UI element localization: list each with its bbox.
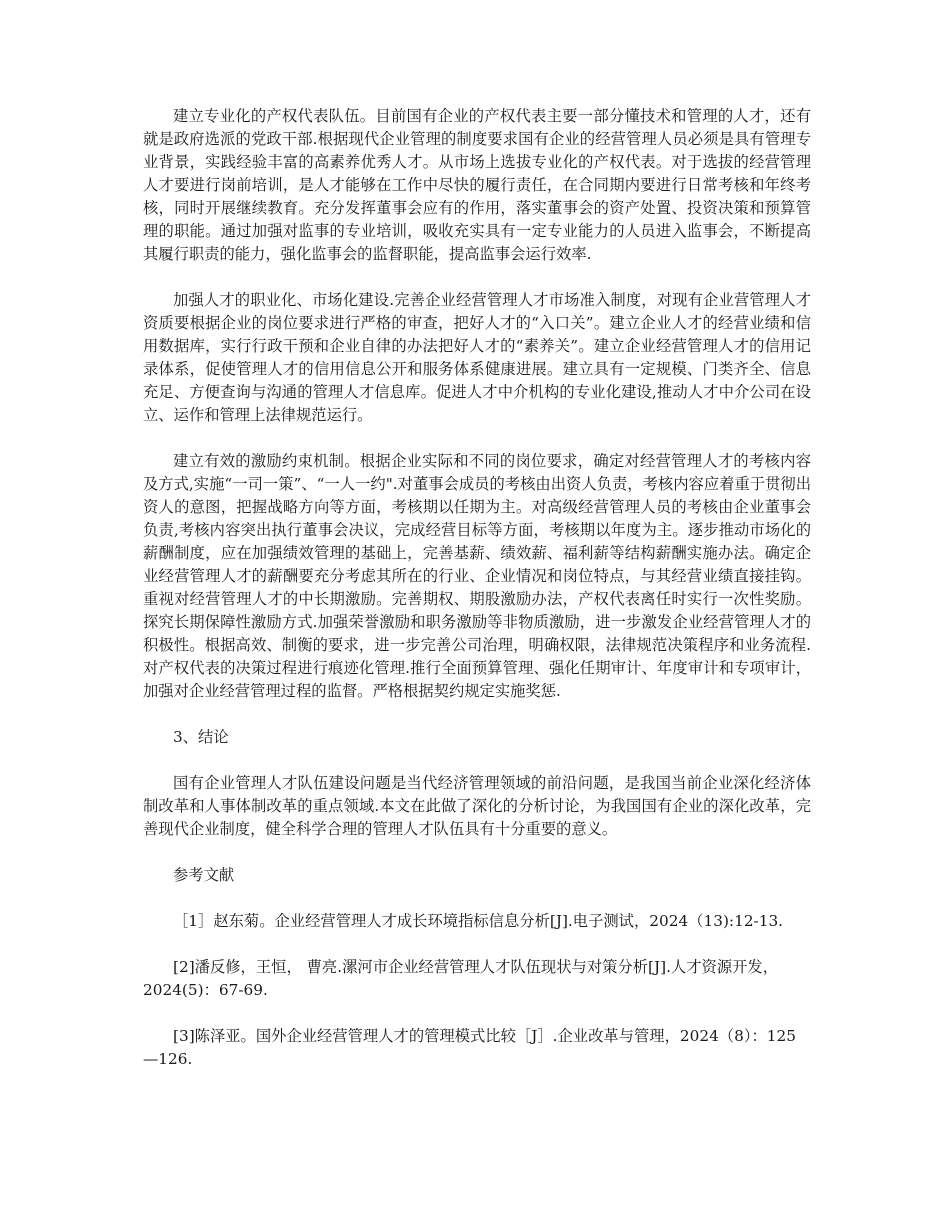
conclusion-paragraph: 国有企业管理人才队伍建设问题是当代经济管理领域的前沿问题，是我国当前企业深化经济体制改革和人事体制改革的重点领域.本文在此做了深化的分析讨论，为我国国有企业的深化改革，完善现代企业制度，健全科学合理的管理人才队伍具有十分重要的意义。	[143, 774, 811, 838]
reference-item: [2]潘反修，王恒， 曹亮.漯河市企业经营管理人才队伍现状与对策分析[J].人才资源开发，2024(5)：67-69.	[143, 958, 779, 999]
document-page	[143, 105, 811, 1094]
body-paragraph: 加强人才的职业化、市场化建设.完善企业经营管理人才市场准入制度，对现有企业营管理人才资质要根据企业的岗位要求进行严格的审查，把好人才的“入口关”。建立企业人才的经营业绩和信用数据库，实行行政干预和企业自律的办法把好人才的“素养关”。建立企业经营管理人才的信用记录体系，促使管理人才的信用信息公开和服务体系健康进展。建立具有一定规模、门类齐全、信息充足、方便查询与沟通的管理人才信息库。促进人才中介机构的专业化建设,推动人才中介公司在设立、运作和管理上法律规范运行。	[143, 291, 811, 424]
body-paragraph: 建立有效的激励约束机制。根据企业实际和不同的岗位要求，确定对经营管理人才的考核内容及方式,实施“一司一策”、“一人一约".对董事会成员的考核由出资人负责，考核内容应着重于贯彻出资人的意图，把握战略方向等方面，考核期以任期为主。对高级经营管理人员的考核由企业董事会负责,考核内容突出执行董事会决议，完成经营目标等方面，考核期以年度为主。逐步推动市场化的薪酬制度，应在加强绩效管理的基础上，完善基薪、绩效薪、福利薪等结构薪酬实施办法。确定企业经营管理人才的薪酬要充分考虑其所在的行业、企业情况和岗位特点，与其经营业绩直接挂钩。重视对经营管理人才的中长期激励。完善期权、期股激励办法，产权代表离任时实行一次性奖励。探究长期保障性激励方式.加强荣誉激励和职务激励等非物质激励，进一步激发企业经营管理人才的积极性。根据高效、制衡的要求，进一步完善公司治理，明确权限，法律规范决策程序和业务流程.对产权代表的决策过程进行痕迹化管理.推行全面预算管理、强化任期审计、年度审计和专项审计，加强对企业经营管理过程的监督。严格根据契约规定实施奖惩.	[143, 452, 811, 700]
reference-item: [3]陈泽亚。国外企业经营管理人才的管理模式比较［J］.企业改革与管理，2024（8）：125—126.	[143, 1027, 796, 1068]
body-paragraph: 建立专业化的产权代表队伍。目前国有企业的产权代表主要一部分懂技术和管理的人才，还有就是政府选派的党政干部.根据现代企业管理的制度要求国有企业的经营管理人员必须是具有管理专业背景，实践经验丰富的高素养优秀人才。从市场上选拔专业化的产权代表。对于选拔的经营管理人才要进行岗前培训，是人才能够在工作中尽快的履行责任，在合同期内要进行日常考核和年终考核，同时开展继续教育。充分发挥董事会应有的作用，落实董事会的资产处置、投资决策和预算管理的职能。通过加强对监事的专业培训，吸收充实具有一定专业能力的人员进入监事会，不断提高其履行职责的能力，强化监事会的监督职能，提高监事会运行效率.	[143, 107, 811, 263]
references-heading: 参考文献	[173, 866, 235, 884]
reference-item: ［1］赵东菊。企业经营管理人才成长环境指标信息分析[J].电子测试，2024（13):12-13.	[173, 912, 784, 930]
section-heading: 3、结论	[173, 728, 229, 746]
